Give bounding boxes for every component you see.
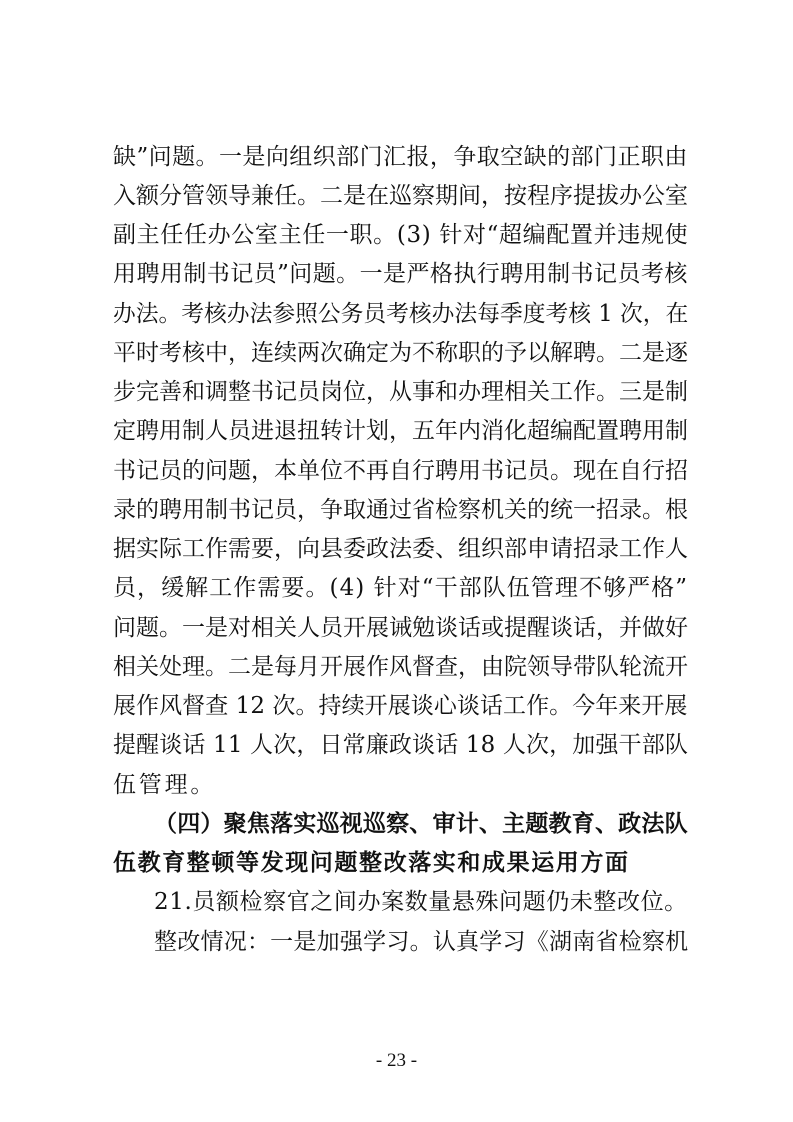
- body-line-15: 展作风督查 12 次。持续开展谈心谈话工作。今年来开展: [113, 693, 688, 719]
- rectification-line: 整改情况：一是加强学习。认真学习《湖南省检察机: [154, 929, 689, 955]
- body-line-17: 伍管理。: [113, 772, 217, 798]
- body-line-16: 提醒谈话 11 人次，日常廉政谈话 18 人次，加强干部队: [113, 732, 688, 758]
- body-line-11: 据实际工作需要，向县委政法委、组织部申请招录工作人: [113, 536, 688, 562]
- body-line-13: 问题。一是对相关人员开展诫勉谈话或提醒谈话，并做好: [113, 615, 688, 641]
- body-line-4: 用聘用制书记员”问题。一是严格执行聘用制书记员考核: [113, 261, 688, 287]
- body-line-2: 入额分管领导兼任。二是在巡察期间，按程序提拔办公室: [113, 183, 688, 209]
- body-line-7: 步完善和调整书记员岗位，从事和办理相关工作。三是制: [113, 379, 688, 405]
- section-heading-line-2: 伍教育整顿等发现问题整改落实和成果运用方面: [113, 850, 630, 876]
- body-line-14: 相关处理。二是每月开展作风督查，由院领导带队轮流开: [113, 654, 688, 680]
- body-line-3: 副主任任办公室主任一职。(3) 针对“超编配置并违规使: [113, 222, 689, 248]
- page-number: - 23 -: [375, 1050, 418, 1071]
- body-line-5: 办法。考核办法参照公务员考核办法每季度考核 1 次，在: [113, 301, 689, 327]
- body-line-1: 缺”问题。一是向组织部门汇报，争取空缺的部门正职由: [113, 144, 688, 170]
- body-line-6: 平时考核中，连续两次确定为不称职的予以解聘。二是逐: [113, 340, 688, 366]
- item-title: 21.员额检察官之间办案数量悬殊问题仍未整改位。: [154, 889, 688, 915]
- body-line-12: 员，缓解工作需要。(4) 针对“干部队伍管理不够严格”: [113, 575, 689, 601]
- body-line-9: 书记员的问题，本单位不再自行聘用书记员。现在自行招: [113, 458, 688, 484]
- body-line-10: 录的聘用制书记员，争取通过省检察机关的统一招录。根: [113, 497, 688, 523]
- body-line-8: 定聘用制人员进退扭转计划，五年内消化超编配置聘用制: [113, 418, 688, 444]
- section-heading-line-1: （四）聚焦落实巡视巡察、审计、主题教育、政法队: [154, 811, 688, 837]
